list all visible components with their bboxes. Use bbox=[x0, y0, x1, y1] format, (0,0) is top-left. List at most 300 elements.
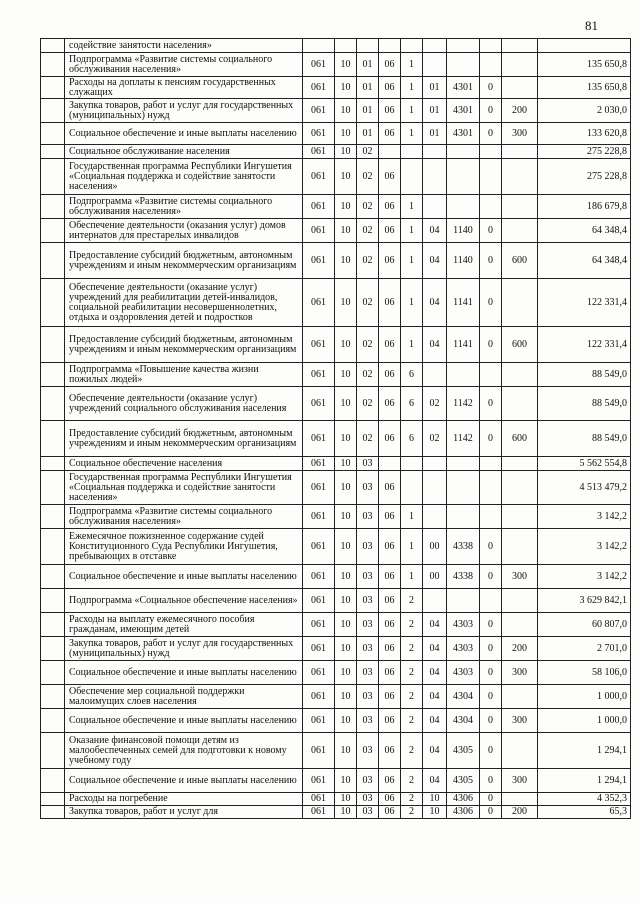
item-name-cell: Закупка товаров, работ и услуг для государственных (муниципальных) нужд bbox=[65, 637, 303, 661]
expense-type-cell bbox=[502, 589, 538, 613]
expense-type-cell: 600 bbox=[502, 421, 538, 457]
direction-cell: 4306 bbox=[447, 793, 480, 806]
admin-code-cell: 061 bbox=[303, 471, 335, 505]
direction-cell: 1141 bbox=[447, 279, 480, 327]
admin-code-cell: 061 bbox=[303, 243, 335, 279]
main-activity-cell bbox=[423, 39, 447, 53]
code-extra-cell: 0 bbox=[480, 327, 502, 363]
main-activity-cell bbox=[423, 589, 447, 613]
program-cell: 06 bbox=[379, 769, 401, 793]
amount-cell: 4 352,3 bbox=[538, 793, 631, 806]
direction-cell: 4301 bbox=[447, 77, 480, 99]
table-row bbox=[41, 219, 631, 243]
amount-cell: 186 679,8 bbox=[538, 195, 631, 219]
subprogram-cell: 1 bbox=[401, 53, 423, 77]
subprogram-cell: 2 bbox=[401, 709, 423, 733]
section-cell: 10 bbox=[335, 529, 357, 565]
amount-cell: 58 106,0 bbox=[538, 661, 631, 685]
direction-cell: 1140 bbox=[447, 219, 480, 243]
row-number-cell bbox=[41, 565, 65, 589]
main-activity-cell bbox=[423, 471, 447, 505]
admin-code-cell: 061 bbox=[303, 806, 335, 819]
subsection-cell: 02 bbox=[357, 243, 379, 279]
subsection-cell: 03 bbox=[357, 709, 379, 733]
code-extra-cell: 0 bbox=[480, 806, 502, 819]
admin-code-cell: 061 bbox=[303, 159, 335, 195]
direction-cell: 4305 bbox=[447, 733, 480, 769]
table-row bbox=[41, 457, 631, 471]
program-cell: 06 bbox=[379, 709, 401, 733]
subprogram-cell: 6 bbox=[401, 387, 423, 421]
program-cell bbox=[379, 457, 401, 471]
subprogram-cell: 6 bbox=[401, 421, 423, 457]
table-row bbox=[41, 279, 631, 327]
amount-cell: 275 228,8 bbox=[538, 159, 631, 195]
main-activity-cell bbox=[423, 457, 447, 471]
item-name-cell: Обеспечение деятельности (оказание услуг) учреждений социального обслуживания населения bbox=[65, 387, 303, 421]
table-row bbox=[41, 471, 631, 505]
subprogram-cell: 2 bbox=[401, 769, 423, 793]
admin-code-cell: 061 bbox=[303, 421, 335, 457]
subprogram-cell: 1 bbox=[401, 327, 423, 363]
item-name-cell: Закупка товаров, работ и услуг для bbox=[65, 806, 303, 819]
amount-cell: 88 549,0 bbox=[538, 363, 631, 387]
subsection-cell: 03 bbox=[357, 793, 379, 806]
table-row bbox=[41, 327, 631, 363]
section-cell: 10 bbox=[335, 471, 357, 505]
table-row bbox=[41, 387, 631, 421]
amount-cell: 3 142,2 bbox=[538, 529, 631, 565]
code-extra-cell bbox=[480, 53, 502, 77]
expense-type-cell: 300 bbox=[502, 123, 538, 145]
admin-code-cell: 061 bbox=[303, 709, 335, 733]
main-activity-cell bbox=[423, 505, 447, 529]
table-row bbox=[41, 123, 631, 145]
item-name-cell: Социальное обеспечение населения bbox=[65, 457, 303, 471]
amount-cell: 64 348,4 bbox=[538, 243, 631, 279]
section-cell: 10 bbox=[335, 327, 357, 363]
expense-type-cell bbox=[502, 53, 538, 77]
subprogram-cell bbox=[401, 471, 423, 505]
code-extra-cell: 0 bbox=[480, 661, 502, 685]
main-activity-cell: 04 bbox=[423, 327, 447, 363]
program-cell: 06 bbox=[379, 529, 401, 565]
amount-cell: 2 701,0 bbox=[538, 637, 631, 661]
direction-cell bbox=[447, 53, 480, 77]
direction-cell: 4304 bbox=[447, 709, 480, 733]
code-extra-cell: 0 bbox=[480, 219, 502, 243]
direction-cell: 1142 bbox=[447, 387, 480, 421]
subprogram-cell: 6 bbox=[401, 363, 423, 387]
subprogram-cell: 1 bbox=[401, 565, 423, 589]
subprogram-cell bbox=[401, 145, 423, 159]
table-row bbox=[41, 53, 631, 77]
code-extra-cell: 0 bbox=[480, 387, 502, 421]
code-extra-cell: 0 bbox=[480, 123, 502, 145]
program-cell: 06 bbox=[379, 613, 401, 637]
admin-code-cell bbox=[303, 39, 335, 53]
item-name-cell: Социальное обеспечение и иные выплаты населению bbox=[65, 123, 303, 145]
expense-type-cell: 200 bbox=[502, 99, 538, 123]
subprogram-cell: 1 bbox=[401, 529, 423, 565]
expense-type-cell bbox=[502, 77, 538, 99]
table-row bbox=[41, 613, 631, 637]
table-row bbox=[41, 159, 631, 195]
table-row bbox=[41, 793, 631, 806]
subprogram-cell: 2 bbox=[401, 613, 423, 637]
main-activity-cell: 01 bbox=[423, 99, 447, 123]
item-name-cell: Обеспечение мер социальной поддержки малоимущих слоев населения bbox=[65, 685, 303, 709]
main-activity-cell: 10 bbox=[423, 793, 447, 806]
subprogram-cell: 1 bbox=[401, 505, 423, 529]
item-name-cell: Обеспечение деятельности (оказание услуг) учреждений для реабилитации детей-инвалидов, социальной реабилитации несовершеннолетних, отдыха и оздоровления детей и подростков bbox=[65, 279, 303, 327]
direction-cell bbox=[447, 505, 480, 529]
admin-code-cell: 061 bbox=[303, 457, 335, 471]
row-number-cell bbox=[41, 685, 65, 709]
program-cell: 06 bbox=[379, 195, 401, 219]
expense-type-cell bbox=[502, 387, 538, 421]
subsection-cell: 02 bbox=[357, 421, 379, 457]
table-row bbox=[41, 39, 631, 53]
amount-cell bbox=[538, 39, 631, 53]
item-name-cell: Подпрограмма «Развитие системы социального обслуживания населения» bbox=[65, 505, 303, 529]
direction-cell bbox=[447, 363, 480, 387]
table-row bbox=[41, 77, 631, 99]
subsection-cell: 03 bbox=[357, 661, 379, 685]
row-number-cell bbox=[41, 769, 65, 793]
item-name-cell: Предоставление субсидий бюджетным, автономным учреждениям и иным некоммерческим организациям bbox=[65, 421, 303, 457]
direction-cell: 4301 bbox=[447, 99, 480, 123]
expense-type-cell bbox=[502, 219, 538, 243]
subprogram-cell: 2 bbox=[401, 685, 423, 709]
row-number-cell bbox=[41, 53, 65, 77]
table-row bbox=[41, 806, 631, 819]
program-cell: 06 bbox=[379, 279, 401, 327]
row-number-cell bbox=[41, 363, 65, 387]
code-extra-cell: 0 bbox=[480, 685, 502, 709]
expense-type-cell: 300 bbox=[502, 661, 538, 685]
program-cell: 06 bbox=[379, 243, 401, 279]
subprogram-cell: 1 bbox=[401, 219, 423, 243]
table-row bbox=[41, 145, 631, 159]
direction-cell: 4303 bbox=[447, 661, 480, 685]
program-cell bbox=[379, 39, 401, 53]
code-extra-cell: 0 bbox=[480, 529, 502, 565]
admin-code-cell: 061 bbox=[303, 219, 335, 243]
code-extra-cell: 0 bbox=[480, 769, 502, 793]
section-cell: 10 bbox=[335, 793, 357, 806]
subprogram-cell: 2 bbox=[401, 589, 423, 613]
program-cell: 06 bbox=[379, 327, 401, 363]
program-cell: 06 bbox=[379, 123, 401, 145]
item-name-cell: Подпрограмма «Развитие системы социального обслуживания населения» bbox=[65, 195, 303, 219]
admin-code-cell: 061 bbox=[303, 565, 335, 589]
code-extra-cell: 0 bbox=[480, 279, 502, 327]
subsection-cell: 02 bbox=[357, 159, 379, 195]
program-cell: 06 bbox=[379, 661, 401, 685]
code-extra-cell bbox=[480, 159, 502, 195]
main-activity-cell: 04 bbox=[423, 661, 447, 685]
row-number-cell bbox=[41, 529, 65, 565]
amount-cell: 133 620,8 bbox=[538, 123, 631, 145]
table-row bbox=[41, 243, 631, 279]
direction-cell: 1141 bbox=[447, 327, 480, 363]
section-cell: 10 bbox=[335, 99, 357, 123]
item-name-cell: Предоставление субсидий бюджетным, автономным учреждениям и иным некоммерческим организациям bbox=[65, 243, 303, 279]
row-number-cell bbox=[41, 39, 65, 53]
row-number-cell bbox=[41, 77, 65, 99]
section-cell: 10 bbox=[335, 421, 357, 457]
item-name-cell: Оказание финансовой помощи детям из малообеспеченных семей для подготовки к новому учебному году bbox=[65, 733, 303, 769]
main-activity-cell: 04 bbox=[423, 279, 447, 327]
subsection-cell: 03 bbox=[357, 806, 379, 819]
expense-type-cell bbox=[502, 279, 538, 327]
subprogram-cell: 2 bbox=[401, 806, 423, 819]
row-number-cell bbox=[41, 613, 65, 637]
row-number-cell bbox=[41, 219, 65, 243]
main-activity-cell: 04 bbox=[423, 769, 447, 793]
code-extra-cell bbox=[480, 195, 502, 219]
section-cell: 10 bbox=[335, 806, 357, 819]
admin-code-cell: 061 bbox=[303, 529, 335, 565]
amount-cell: 135 650,8 bbox=[538, 53, 631, 77]
code-extra-cell bbox=[480, 145, 502, 159]
section-cell: 10 bbox=[335, 733, 357, 769]
amount-cell: 1 294,1 bbox=[538, 733, 631, 769]
section-cell: 10 bbox=[335, 123, 357, 145]
main-activity-cell: 10 bbox=[423, 806, 447, 819]
section-cell: 10 bbox=[335, 279, 357, 327]
section-cell: 10 bbox=[335, 195, 357, 219]
subsection-cell: 03 bbox=[357, 471, 379, 505]
subprogram-cell: 1 bbox=[401, 77, 423, 99]
row-number-cell bbox=[41, 589, 65, 613]
item-name-cell: Государственная программа Республики Ингушетия «Социальная поддержка и содействие занятости населения» bbox=[65, 159, 303, 195]
direction-cell bbox=[447, 589, 480, 613]
direction-cell bbox=[447, 159, 480, 195]
admin-code-cell: 061 bbox=[303, 327, 335, 363]
admin-code-cell: 061 bbox=[303, 769, 335, 793]
expense-type-cell bbox=[502, 685, 538, 709]
section-cell: 10 bbox=[335, 685, 357, 709]
code-extra-cell bbox=[480, 589, 502, 613]
amount-cell: 1 000,0 bbox=[538, 709, 631, 733]
program-cell: 06 bbox=[379, 363, 401, 387]
row-number-cell bbox=[41, 457, 65, 471]
subsection-cell: 03 bbox=[357, 685, 379, 709]
item-name-cell: Социальное обеспечение и иные выплаты населению bbox=[65, 565, 303, 589]
section-cell: 10 bbox=[335, 159, 357, 195]
admin-code-cell: 061 bbox=[303, 637, 335, 661]
section-cell: 10 bbox=[335, 637, 357, 661]
program-cell: 06 bbox=[379, 565, 401, 589]
table-row bbox=[41, 195, 631, 219]
subsection-cell: 02 bbox=[357, 195, 379, 219]
expense-type-cell bbox=[502, 159, 538, 195]
code-extra-cell: 0 bbox=[480, 421, 502, 457]
main-activity-cell: 01 bbox=[423, 123, 447, 145]
main-activity-cell: 04 bbox=[423, 613, 447, 637]
expense-type-cell: 600 bbox=[502, 243, 538, 279]
subsection-cell: 01 bbox=[357, 123, 379, 145]
subprogram-cell: 1 bbox=[401, 123, 423, 145]
page-number: 81 bbox=[585, 18, 598, 33]
amount-cell: 275 228,8 bbox=[538, 145, 631, 159]
subsection-cell: 03 bbox=[357, 565, 379, 589]
section-cell: 10 bbox=[335, 145, 357, 159]
expense-type-cell bbox=[502, 793, 538, 806]
program-cell: 06 bbox=[379, 589, 401, 613]
subprogram-cell: 2 bbox=[401, 733, 423, 769]
section-cell: 10 bbox=[335, 769, 357, 793]
row-number-cell bbox=[41, 661, 65, 685]
admin-code-cell: 061 bbox=[303, 387, 335, 421]
item-name-cell: Подпрограмма «Развитие системы социального обслуживания населения» bbox=[65, 53, 303, 77]
row-number-cell bbox=[41, 123, 65, 145]
amount-cell: 1 000,0 bbox=[538, 685, 631, 709]
row-number-cell bbox=[41, 709, 65, 733]
code-extra-cell bbox=[480, 363, 502, 387]
admin-code-cell: 061 bbox=[303, 195, 335, 219]
table-row bbox=[41, 505, 631, 529]
row-number-cell bbox=[41, 327, 65, 363]
table-row bbox=[41, 529, 631, 565]
item-name-cell: Социальное обеспечение и иные выплаты населению bbox=[65, 769, 303, 793]
subprogram-cell: 2 bbox=[401, 793, 423, 806]
subsection-cell: 01 bbox=[357, 53, 379, 77]
code-extra-cell: 0 bbox=[480, 733, 502, 769]
direction-cell: 4301 bbox=[447, 123, 480, 145]
code-extra-cell: 0 bbox=[480, 99, 502, 123]
amount-cell: 5 562 554,8 bbox=[538, 457, 631, 471]
subsection-cell: 02 bbox=[357, 363, 379, 387]
subsection-cell: 01 bbox=[357, 99, 379, 123]
row-number-cell bbox=[41, 421, 65, 457]
item-name-cell: Расходы на погребение bbox=[65, 793, 303, 806]
code-extra-cell bbox=[480, 471, 502, 505]
program-cell bbox=[379, 145, 401, 159]
admin-code-cell: 061 bbox=[303, 145, 335, 159]
section-cell: 10 bbox=[335, 387, 357, 421]
item-name-cell: Ежемесячное пожизненное содержание судей Конституционного Суда Республики Ингушетия, пребывающих в отставке bbox=[65, 529, 303, 565]
expense-type-cell bbox=[502, 505, 538, 529]
amount-cell: 3 142,2 bbox=[538, 505, 631, 529]
section-cell bbox=[335, 39, 357, 53]
expense-type-cell bbox=[502, 363, 538, 387]
expense-type-cell bbox=[502, 457, 538, 471]
subsection-cell: 03 bbox=[357, 769, 379, 793]
admin-code-cell: 061 bbox=[303, 279, 335, 327]
table-row bbox=[41, 685, 631, 709]
amount-cell: 135 650,8 bbox=[538, 77, 631, 99]
expense-type-cell: 300 bbox=[502, 769, 538, 793]
expense-type-cell bbox=[502, 529, 538, 565]
table-row bbox=[41, 709, 631, 733]
subsection-cell: 02 bbox=[357, 145, 379, 159]
budget-table bbox=[40, 38, 631, 819]
expense-type-cell: 200 bbox=[502, 637, 538, 661]
program-cell: 06 bbox=[379, 685, 401, 709]
admin-code-cell: 061 bbox=[303, 589, 335, 613]
main-activity-cell: 04 bbox=[423, 219, 447, 243]
item-name-cell: Государственная программа Республики Ингушетия «Социальная поддержка и содействие занятости населения» bbox=[65, 471, 303, 505]
item-name-cell: Расходы на доплаты к пенсиям государственных служащих bbox=[65, 77, 303, 99]
subprogram-cell: 1 bbox=[401, 279, 423, 327]
item-name-cell: Социальное обеспечение и иные выплаты населению bbox=[65, 661, 303, 685]
code-extra-cell bbox=[480, 505, 502, 529]
admin-code-cell: 061 bbox=[303, 685, 335, 709]
direction-cell bbox=[447, 39, 480, 53]
section-cell: 10 bbox=[335, 661, 357, 685]
direction-cell bbox=[447, 471, 480, 505]
program-cell: 06 bbox=[379, 471, 401, 505]
main-activity-cell: 02 bbox=[423, 387, 447, 421]
expense-type-cell: 300 bbox=[502, 709, 538, 733]
subsection-cell: 03 bbox=[357, 529, 379, 565]
subprogram-cell: 1 bbox=[401, 243, 423, 279]
subsection-cell: 02 bbox=[357, 387, 379, 421]
program-cell: 06 bbox=[379, 421, 401, 457]
admin-code-cell: 061 bbox=[303, 77, 335, 99]
amount-cell: 60 807,0 bbox=[538, 613, 631, 637]
subsection-cell: 02 bbox=[357, 279, 379, 327]
code-extra-cell: 0 bbox=[480, 793, 502, 806]
amount-cell: 3 142,2 bbox=[538, 565, 631, 589]
table-row bbox=[41, 421, 631, 457]
admin-code-cell: 061 bbox=[303, 123, 335, 145]
item-name-cell: Социальное обслуживание населения bbox=[65, 145, 303, 159]
main-activity-cell: 00 bbox=[423, 565, 447, 589]
amount-cell: 3 629 842,1 bbox=[538, 589, 631, 613]
direction-cell: 4338 bbox=[447, 529, 480, 565]
expense-type-cell bbox=[502, 145, 538, 159]
item-name-cell: Обеспечение деятельности (оказания услуг) домов интернатов для престарелых инвалидов bbox=[65, 219, 303, 243]
subsection-cell bbox=[357, 39, 379, 53]
subsection-cell: 02 bbox=[357, 219, 379, 243]
direction-cell bbox=[447, 457, 480, 471]
section-cell: 10 bbox=[335, 457, 357, 471]
section-cell: 10 bbox=[335, 243, 357, 279]
row-number-cell bbox=[41, 195, 65, 219]
section-cell: 10 bbox=[335, 709, 357, 733]
expense-type-cell bbox=[502, 613, 538, 637]
row-number-cell bbox=[41, 387, 65, 421]
main-activity-cell: 04 bbox=[423, 733, 447, 769]
code-extra-cell: 0 bbox=[480, 613, 502, 637]
subsection-cell: 02 bbox=[357, 327, 379, 363]
admin-code-cell: 061 bbox=[303, 505, 335, 529]
program-cell: 06 bbox=[379, 159, 401, 195]
table-row bbox=[41, 661, 631, 685]
amount-cell: 64 348,4 bbox=[538, 219, 631, 243]
code-extra-cell: 0 bbox=[480, 565, 502, 589]
table-row bbox=[41, 99, 631, 123]
item-name-cell: Предоставление субсидий бюджетным, автономным учреждениям и иным некоммерческим организациям bbox=[65, 327, 303, 363]
table-row bbox=[41, 637, 631, 661]
program-cell: 06 bbox=[379, 219, 401, 243]
row-number-cell bbox=[41, 145, 65, 159]
row-number-cell bbox=[41, 243, 65, 279]
amount-cell: 88 549,0 bbox=[538, 421, 631, 457]
subprogram-cell: 2 bbox=[401, 637, 423, 661]
admin-code-cell: 061 bbox=[303, 613, 335, 637]
item-name-cell: содействие занятости населения» bbox=[65, 39, 303, 53]
expense-type-cell: 200 bbox=[502, 806, 538, 819]
expense-type-cell bbox=[502, 471, 538, 505]
expense-type-cell bbox=[502, 195, 538, 219]
table-row bbox=[41, 769, 631, 793]
expense-type-cell bbox=[502, 39, 538, 53]
